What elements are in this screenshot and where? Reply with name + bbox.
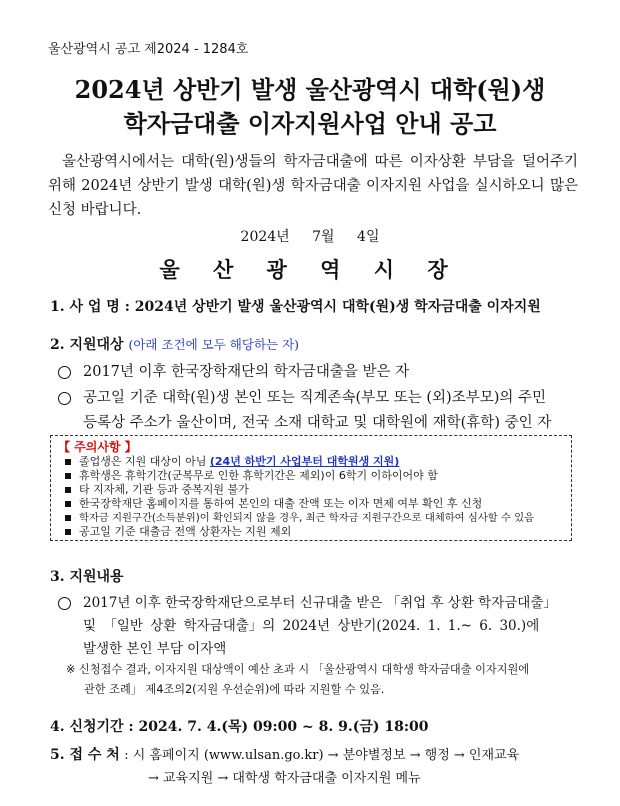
- section-1: [50, 296, 541, 316]
- section-2-heading: 2. 지원대상 (아래 조건에 모두 해당하는 자): [50, 337, 300, 353]
- caution-item-6: 공고일 기준 대출금 전액 상환자는 지원 제외: [65, 523, 291, 539]
- square-bullet-icon: [65, 487, 71, 493]
- section-4: [50, 716, 428, 736]
- square-bullet-icon: [65, 515, 71, 521]
- title-line-2: 학자금대출 이자지원사업 안내 공고: [123, 109, 497, 138]
- section-5-label: 5. 접 수 처: [50, 747, 120, 763]
- section-2-qualifier: (아래 조건에 모두 해당하는 자): [128, 337, 300, 352]
- caution-item-4: 한국장학재단 홈페이지를 통하여 본인의 대출 잔액 또는 이자 면제 여부 확인 후 신청: [65, 495, 482, 511]
- caution-item-5: 학자금 지원구간(소득분위)이 확인되지 않을 경우, 최근 학자금 지원구간으로 대체하여 심사할 수 있음: [65, 509, 534, 524]
- section-2-item-1: 2017년 이후 한국장학재단의 학자금대출을 받은 자: [58, 360, 409, 381]
- circle-bullet-icon: [58, 366, 71, 379]
- section-4-text: : 2024. 7. 4.(목) 09:00 ~ 8. 9.(금) 18:00: [128, 719, 429, 735]
- circle-bullet-icon: [58, 392, 71, 405]
- section-4-label: 4. 신청기간: [50, 719, 124, 735]
- intro-paragraph: 울산광역시에서는 대학(원)생들의 학자금대출에 따른 이자상환 부담을 덜어주기 위해 2024년 상반기 발생 대학(원)생 학자금대출 이자지원 사업을 실시하오니 많은 신청 바랍니다.: [48, 154, 578, 218]
- caution-heading: 【 주의사항 】: [58, 440, 137, 454]
- caution-item-1: 졸업생은 지원 대상이 아님 (24년 하반기 사업부터 대학원생 지원): [65, 453, 399, 469]
- issuer: 울 산 광 역 시 장: [159, 257, 461, 282]
- section-3-note-2: 관한 조례」 제4조의2(지원 우선순위)에 따라 지원할 수 있음.: [84, 683, 385, 696]
- square-bullet-icon: [65, 473, 71, 479]
- section-1-label: 1. 사 업 명: [50, 299, 120, 315]
- section-3-line-2: 및 「일반 상환 학자금대출」의 2024년 상반기(2024. 1. 1.~ 6. 30.)에: [83, 618, 540, 634]
- section-5-line-2: → 교육지원 → 대학생 학자금대출 이자지원 메뉴: [148, 771, 421, 786]
- notice-number: 울산광역시 공고 제2024 - 1284호: [48, 42, 249, 57]
- section-3-line-3: 발생한 본인 부담 이자액: [83, 641, 227, 657]
- caution-item-3: 타 지자체, 기관 등과 중복지원 불가: [65, 481, 249, 497]
- section-5-line-1: : 시 홈페이지 (www.ulsan.go.kr) → 분야별정보 → 행정 → 인재교육: [124, 748, 520, 763]
- section-3-note-1: ※ 신청접수 결과, 이자지원 대상액이 예산 초과 시 「울산광역시 대학생 학자금대출 이자지원에: [66, 663, 530, 676]
- section-3-line-1: 2017년 이후 한국장학재단으로부터 신규대출 받은 「취업 후 상환 학자금대출」: [58, 591, 557, 611]
- section-1-text: : 2024년 상반기 발생 울산광역시 대학(원)생 학자금대출 이자지원: [124, 299, 541, 315]
- title-line-1: 2024년 상반기 발생 울산광역시 대학(원)생: [74, 75, 546, 104]
- square-bullet-icon: [65, 501, 71, 507]
- section-3-heading: 3. 지원내용: [50, 569, 124, 585]
- notice-date: 2024년 7월 4일: [240, 229, 380, 245]
- circle-bullet-icon: [58, 597, 71, 610]
- caution-item-2: 휴학생은 휴학기간(군복무로 인한 휴학기간은 제외)이 6학기 이하이어야 함: [65, 467, 438, 483]
- section-5: [50, 744, 519, 764]
- caution-box: [50, 435, 572, 541]
- section-2-item-2: 공고일 기준 대학(원)생 본인 또는 직계존속(부모 또는 (외)조부모)의 주민: [58, 386, 546, 407]
- square-bullet-icon: [65, 529, 71, 535]
- square-bullet-icon: [65, 459, 71, 465]
- section-2-item-2-cont: 등록상 주소가 울산이며, 전국 소재 대학교 및 대학원에 재학(휴학) 중인 자: [83, 415, 552, 431]
